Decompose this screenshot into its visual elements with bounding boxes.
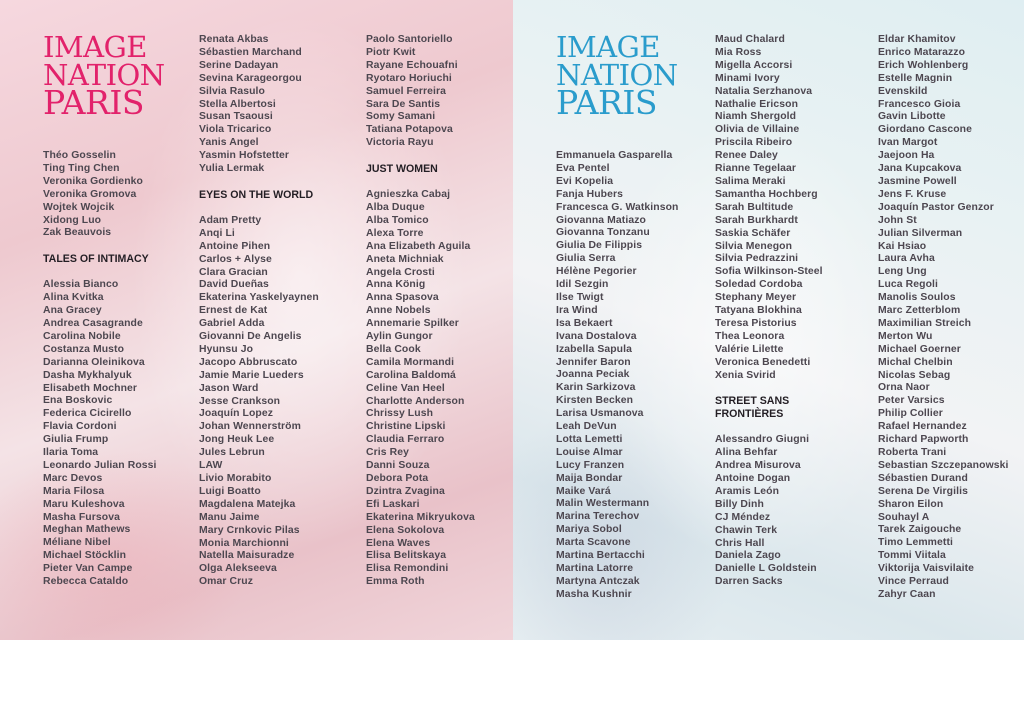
photographer-name: Idil Sezgin	[556, 279, 609, 291]
photographer-name: Stella Albertosi	[199, 98, 276, 110]
photographer-name: Somy Samani	[366, 111, 436, 123]
photographer-name: Sharon Eilon	[878, 498, 944, 510]
photographer-name: Kai Hsiao	[878, 240, 927, 252]
photographer-name: Ivana Dostalova	[556, 330, 637, 342]
photographer-name: Rayane Echouafni	[366, 59, 458, 71]
photographer-name: Emmanuela Gasparella	[556, 150, 673, 161]
photographer-name: Yulia Lermak	[199, 163, 265, 175]
photographer-name: Zahyr Caan	[878, 588, 936, 600]
section-heading: JUST WOMEN	[366, 163, 438, 176]
photographer-name: Mariya Sobol	[556, 524, 622, 536]
name-list	[878, 34, 1024, 602]
photographer-name: Martina Latorre	[556, 563, 634, 574]
photographer-name: Natalia Serzhanova	[715, 85, 813, 97]
photographer-name: Olivia de Villaine	[715, 124, 800, 136]
photographer-name: Chris Hall	[715, 537, 765, 549]
photographer-name: Olga Alekseeva	[199, 563, 277, 575]
photographer-name: Emma Roth	[366, 576, 425, 588]
photographer-name: Livio Morabito	[199, 473, 272, 484]
photographer-name: Efi Laskari	[366, 498, 420, 510]
photographer-name: Manolis Soulos	[878, 292, 956, 304]
photographer-name: Larisa Usmanova	[556, 408, 644, 420]
section	[366, 163, 513, 589]
photographer-name: Viola Tricarico	[199, 124, 272, 136]
photographer-name: Louise Almar	[556, 446, 623, 458]
photographer-name: Lotta Lemetti	[556, 433, 623, 445]
photographer-name: Peter Varsics	[878, 395, 945, 407]
photographer-name: Jasmine Powell	[878, 175, 957, 187]
photographer-name: Jamie Marie Lueders	[199, 369, 304, 381]
photographer-name: Aylin Gungor	[366, 331, 433, 343]
photographer-name: Enrico Matarazzo	[878, 46, 966, 58]
photographer-name: Maud Chalard	[715, 34, 785, 45]
photographer-name: Kirsten Becken	[556, 395, 634, 407]
photographer-name: Salima Meraki	[715, 175, 786, 187]
photographer-name: Marta Scavone	[556, 537, 631, 549]
name-list	[366, 34, 513, 150]
photographer-name: Priscila Ribeiro	[715, 137, 793, 149]
section-heading: TALES OF INTIMACY	[43, 253, 149, 266]
photographer-name: Alina Kvitka	[43, 292, 104, 304]
photographer-name: Renee Daley	[715, 150, 778, 162]
photographer-name: Jennifer Baron	[556, 356, 631, 368]
photographer-name: Wojtek Wojcik	[43, 201, 115, 213]
photographer-name: Maria Filosa	[43, 485, 105, 497]
name-column	[199, 34, 357, 589]
photographer-name: Laura Avha	[878, 253, 935, 265]
photographer-name: Maike Vará	[556, 485, 611, 497]
photographer-name: Orna Naor	[878, 382, 930, 394]
photographer-name: Zak Beauvois	[43, 227, 112, 239]
photographer-name: Xidong Luo	[43, 214, 102, 226]
photographer-name: Jong Heuk Lee	[199, 434, 275, 446]
photographer-name: Celine Van Heel	[366, 382, 445, 394]
photographer-name: Magdalena Matejka	[199, 498, 296, 510]
name-list	[715, 34, 873, 382]
photographer-name: Mia Ross	[715, 46, 762, 58]
photographer-name: Soledad Cordoba	[715, 279, 803, 291]
photographer-name: Sofia Wilkinson-Steel	[715, 266, 823, 278]
photographer-name: Danni Souza	[366, 460, 430, 472]
photographer-name: Sara De Santis	[366, 98, 441, 110]
photographer-name: Adam Pretty	[199, 214, 262, 226]
photographer-name: Teresa Pistorius	[715, 317, 797, 329]
photographer-name: Angela Crosti	[366, 266, 435, 278]
photographer-name: Anne Nobels	[366, 305, 431, 317]
photographer-name: Eva Pentel	[556, 162, 610, 174]
photographer-name: Rafael Hernandez	[878, 421, 967, 433]
photographer-name: Ana Elizabeth Aguila	[366, 240, 471, 252]
photographer-name: Jacopo Abbruscato	[199, 356, 298, 368]
photographer-name: Chawin Terk	[715, 524, 778, 536]
photographer-name: Minami Ivory	[715, 72, 780, 84]
name-list	[199, 34, 357, 176]
photographer-name: Agnieszka Cabaj	[366, 189, 451, 201]
photographer-name: Sevina Karageorgou	[199, 72, 302, 84]
photographer-name: Jason Ward	[199, 382, 259, 394]
photographer-name: Darianna Oleinikova	[43, 356, 145, 368]
photographer-name: Merton Wu	[878, 330, 933, 342]
photographer-name: Thea Leonora	[715, 330, 785, 342]
photographer-name: Roberta Trani	[878, 447, 947, 458]
photographer-name: Ilse Twigt	[556, 291, 604, 303]
name-column	[366, 34, 513, 589]
photographer-name: Leonardo Julian Rossi	[43, 459, 157, 471]
photographer-name: Gavin Libotte	[878, 111, 946, 123]
photographer-name: Estelle Magnin	[878, 72, 953, 84]
photographer-name: Antoine Pihen	[199, 240, 271, 252]
photographer-name: Joaquín Lopez	[199, 408, 274, 420]
photographer-name: Giovanna Tonzanu	[556, 227, 650, 239]
photographer-name: Leah DeVun	[556, 421, 617, 433]
photographer-name: Ernest de Kat	[199, 305, 268, 317]
photographer-name: Luigi Boatto	[199, 485, 261, 497]
photographer-name: Chrissy Lush	[366, 408, 434, 420]
photographer-name: Anna Spasova	[366, 292, 439, 304]
photographer-name: Samantha Hochberg	[715, 188, 818, 200]
photographer-name: Martyna Antczak	[556, 575, 640, 587]
section	[199, 189, 357, 589]
photographer-name: Stephany Meyer	[715, 292, 797, 304]
photographer-name: Ivan Margot	[878, 137, 938, 149]
photographer-name: Andrea Misurova	[715, 460, 801, 472]
section-heading: EYES ON THE WORLD	[199, 188, 314, 201]
photographer-name: Clara Gracian	[199, 266, 268, 278]
photographer-name: Serine Dadayan	[199, 59, 279, 71]
photographer-name: Costanza Musto	[43, 343, 125, 355]
photographer-name: Elisa Belitskaya	[366, 550, 447, 562]
photographer-name: Daniela Zago	[715, 550, 781, 562]
photographer-name: Billy Dinh	[715, 498, 764, 510]
photographer-name: Ting Ting Chen	[43, 162, 120, 174]
photographer-name: Camila Mormandi	[366, 356, 455, 368]
photographer-name: Elena Sokolova	[366, 524, 445, 536]
photographer-name: Danielle L Goldstein	[715, 563, 817, 575]
photographer-name: Charlotte Anderson	[366, 395, 465, 407]
photographer-name: Jesse Crankson	[199, 395, 281, 407]
photographer-name: John St	[878, 214, 917, 226]
photographer-name: Federica Cicirello	[43, 408, 132, 420]
photographer-name: Vince Perraud	[878, 576, 949, 588]
photographer-name: Andrea Casagrande	[43, 317, 143, 329]
photographer-name: Silvia Menegon	[715, 240, 793, 252]
photographer-name: Darren Sacks	[715, 576, 783, 588]
photographer-name: Jens F. Kruse	[878, 188, 947, 200]
photographer-name: Silvia Pedrazzini	[715, 253, 799, 265]
photographer-name: Giulia Frump	[43, 434, 109, 446]
photographer-name: Maija Bondar	[556, 472, 623, 484]
photographer-name: Natella Maisuradze	[199, 550, 295, 562]
photographer-name: Valérie Lilette	[715, 343, 784, 355]
photographer-name: Manu Jaime	[199, 511, 260, 523]
photographer-name: Giulia Serra	[556, 253, 616, 265]
photographer-name: Carlos + Alyse	[199, 253, 272, 265]
photographer-name: Meghan Mathews	[43, 524, 131, 536]
photographer-name: Alessandro Giugni	[715, 434, 810, 446]
photographer-name: Sarah Bultitude	[715, 201, 794, 213]
photographer-name: Alexa Torre	[366, 227, 424, 239]
photographer-name: Giovanni De Angelis	[199, 331, 302, 343]
photographer-name: Philip Collier	[878, 408, 943, 420]
photographer-name: Ekaterina Yaskelyaynen	[199, 292, 319, 304]
photographer-name: Silvia Rasulo	[199, 85, 265, 97]
name-list	[43, 150, 201, 240]
photographer-name: Monia Marchionni	[199, 537, 289, 549]
name-list	[556, 150, 714, 602]
section	[715, 395, 873, 589]
photographer-name: Niamh Shergold	[715, 111, 797, 123]
photographer-name: Marina Terechov	[556, 511, 640, 523]
photographer-name: Leng Ung	[878, 266, 927, 278]
photographer-name: Veronica Benedetti	[715, 356, 811, 368]
photographer-name: Hélène Pegorier	[556, 266, 637, 278]
photographer-name: Ena Boskovic	[43, 395, 113, 407]
photographer-name: Joaquín Pastor Genzor	[878, 201, 994, 213]
image-nation-paris-logo	[43, 30, 183, 122]
photographer-name: Giovanna Matiazo	[556, 214, 646, 226]
photographer-name: Cris Rey	[366, 447, 409, 459]
photographer-name: Anqi Li	[199, 227, 235, 239]
photographer-name: Erich Wohlenberg	[878, 59, 969, 71]
photographer-name: Christine Lipski	[366, 421, 446, 433]
photographer-name: Souhayl A	[878, 511, 930, 523]
photographer-name: Mary Crnkovic Pilas	[199, 524, 300, 536]
photographer-name: Julian Silverman	[878, 227, 963, 239]
photographer-name: Fanja Hubers	[556, 188, 624, 200]
photographer-name: Marc Devos	[43, 472, 103, 484]
photographer-name: Masha Kushnir	[556, 588, 632, 600]
photographer-name: Sébastien Durand	[878, 472, 968, 484]
photographer-name: Jules Lebrun	[199, 447, 265, 459]
photographer-name: Malin Westermann	[556, 498, 650, 510]
photographer-name: Gabriel Adda	[199, 318, 265, 330]
photographer-name: Sébastien Marchand	[199, 46, 302, 58]
photographer-name: Omar Cruz	[199, 576, 254, 588]
photographer-name: Pieter Van Campe	[43, 563, 133, 575]
photographer-name: Aramis León	[715, 485, 780, 497]
photographer-name: Alessia Bianco	[43, 279, 119, 291]
photographer-name: Elisa Remondini	[366, 563, 449, 575]
photographer-name: Ekaterina Mikryukova	[366, 511, 475, 523]
photographer-name: Evi Kopelia	[556, 175, 614, 187]
photographer-name: Lucy Franzen	[556, 459, 625, 471]
photographer-name: Piotr Kwit	[366, 46, 416, 58]
photographer-name: Karin Sarkizova	[556, 382, 636, 394]
photographer-name: Yanis Angel	[199, 137, 259, 149]
photographer-name: Veronika Gordienko	[43, 175, 143, 187]
photographer-name: Dzintra Zvagina	[366, 485, 445, 497]
photographer-name: Francesco Gioia	[878, 98, 961, 110]
photographer-name: Yasmin Hofstetter	[199, 150, 290, 162]
left-page	[0, 0, 513, 640]
section	[43, 253, 201, 589]
photographer-name: Masha Fursova	[43, 511, 120, 523]
photographer-name: Joanna Peciak	[556, 369, 630, 381]
photographer-name: Antoine Dogan	[715, 473, 791, 484]
photographer-name: Evenskild	[878, 85, 928, 97]
right-page	[513, 0, 1024, 640]
photographer-name: Renata Akbas	[199, 34, 269, 45]
photographer-name: Ryotaro Horiuchi	[366, 72, 452, 84]
photographer-name: Rianne Tegelaar	[715, 163, 796, 175]
photographer-name: Ira Wind	[556, 304, 598, 316]
photographer-name: Debora Pota	[366, 473, 429, 484]
photographer-name: Tatiana Potapova	[366, 124, 453, 136]
photographer-name: Tommi Viitala	[878, 550, 946, 562]
photographer-name: Giulia De Filippis	[556, 240, 643, 252]
photographer-name: Méliane Nibel	[43, 537, 111, 549]
photographer-name: Richard Papworth	[878, 434, 969, 446]
name-column	[715, 34, 873, 589]
photographer-name: Sarah Burkhardt	[715, 214, 798, 226]
photographer-name: Paolo Santoriello	[366, 34, 453, 45]
name-column	[878, 34, 1024, 602]
photographer-name: Sebastian Szczepanowski	[878, 459, 1009, 471]
section-heading: STREET SANS FRONTIÈRES	[715, 395, 790, 421]
photographer-name: Michal Chelbin	[878, 356, 953, 368]
photographer-name: Tarek Zaigouche	[878, 524, 962, 536]
photographer-name: Alba Duque	[366, 201, 425, 213]
photographer-name: Alba Tomico	[366, 214, 429, 226]
photographer-name: Victoria Rayu	[366, 137, 434, 149]
photographer-name: Marc Zetterblom	[878, 305, 961, 317]
photographer-name: Hyunsu Jo	[199, 343, 254, 355]
photographer-name: Carolina Baldomá	[366, 369, 456, 381]
photographer-name: Tatyana Blokhina	[715, 305, 802, 317]
photographer-name: Francesca G. Watkinson	[556, 201, 679, 213]
photographer-name: Théo Gosselin	[43, 150, 116, 161]
photographer-name: Alina Behfar	[715, 447, 778, 459]
photographer-name: CJ Méndez	[715, 511, 771, 523]
photographer-name: David Dueñas	[199, 279, 269, 291]
photographer-name: Luca Regoli	[878, 279, 938, 291]
photographer-name: Flavia Cordoni	[43, 421, 117, 433]
photographer-name: LAW	[199, 460, 223, 472]
photographer-name: Ana Gracey	[43, 305, 102, 317]
photographer-name: Izabella Sapula	[556, 343, 632, 355]
logo-line: PARIS	[556, 83, 657, 122]
photographer-name: Maximilian Streich	[878, 317, 972, 329]
photographer-name: Susan Tsaousi	[199, 111, 273, 123]
photographer-name: Dasha Mykhalyuk	[43, 369, 132, 381]
logo-line: IMAGE	[556, 30, 660, 64]
logo-line: NATION	[43, 58, 165, 92]
image-nation-paris-logo	[556, 30, 696, 122]
photographer-name: Timo Lemmetti	[878, 537, 954, 549]
photographer-name: Xenia Svirid	[715, 369, 776, 381]
name-column	[556, 150, 714, 602]
photographer-name: Elisabeth Mochner	[43, 382, 138, 394]
photographer-name: Bella Cook	[366, 343, 421, 355]
photographer-name: Jana Kupcakova	[878, 163, 962, 175]
photographer-name: Nathalie Ericson	[715, 98, 799, 110]
photographer-name: Jaejoon Ha	[878, 150, 935, 162]
logo-line: NATION	[556, 58, 678, 92]
photographer-name: Ilaria Toma	[43, 447, 99, 459]
photographer-name: Maru Kuleshova	[43, 498, 125, 510]
photographer-name: Veronika Gromova	[43, 188, 137, 200]
photographer-name: Eldar Khamitov	[878, 34, 956, 45]
photographer-name: Martina Bertacchi	[556, 550, 645, 562]
photographer-name: Serena De Virgilis	[878, 485, 968, 497]
photographer-name: Michael Stöcklin	[43, 550, 127, 562]
photographer-name: Anna König	[366, 279, 426, 291]
photographer-name: Claudia Ferraro	[366, 434, 445, 446]
photographer-name: Rebecca Cataldo	[43, 576, 129, 588]
photographer-name: Saskia Schäfer	[715, 227, 791, 239]
name-column	[43, 150, 201, 589]
photographer-name: Giordano Cascone	[878, 124, 972, 136]
logo-line: IMAGE	[43, 30, 147, 64]
photographer-name: Samuel Ferreira	[366, 85, 447, 97]
photographer-name: Michael Goerner	[878, 343, 961, 355]
photographer-name: Carolina Nobile	[43, 330, 121, 342]
photographer-name: Aneta Michniak	[366, 253, 444, 265]
photographer-name: Elena Waves	[366, 537, 431, 549]
logo-line: PARIS	[43, 83, 144, 122]
photographer-name: Viktorija Vaisvilaite	[878, 563, 975, 575]
photographer-name: Isa Bekaert	[556, 317, 613, 329]
photographer-name: Nicolas Sebag	[878, 369, 951, 381]
photographer-name: Johan Wennerström	[199, 421, 301, 433]
photographer-name: Annemarie Spilker	[366, 318, 459, 330]
photographer-name: Migella Accorsi	[715, 59, 793, 71]
